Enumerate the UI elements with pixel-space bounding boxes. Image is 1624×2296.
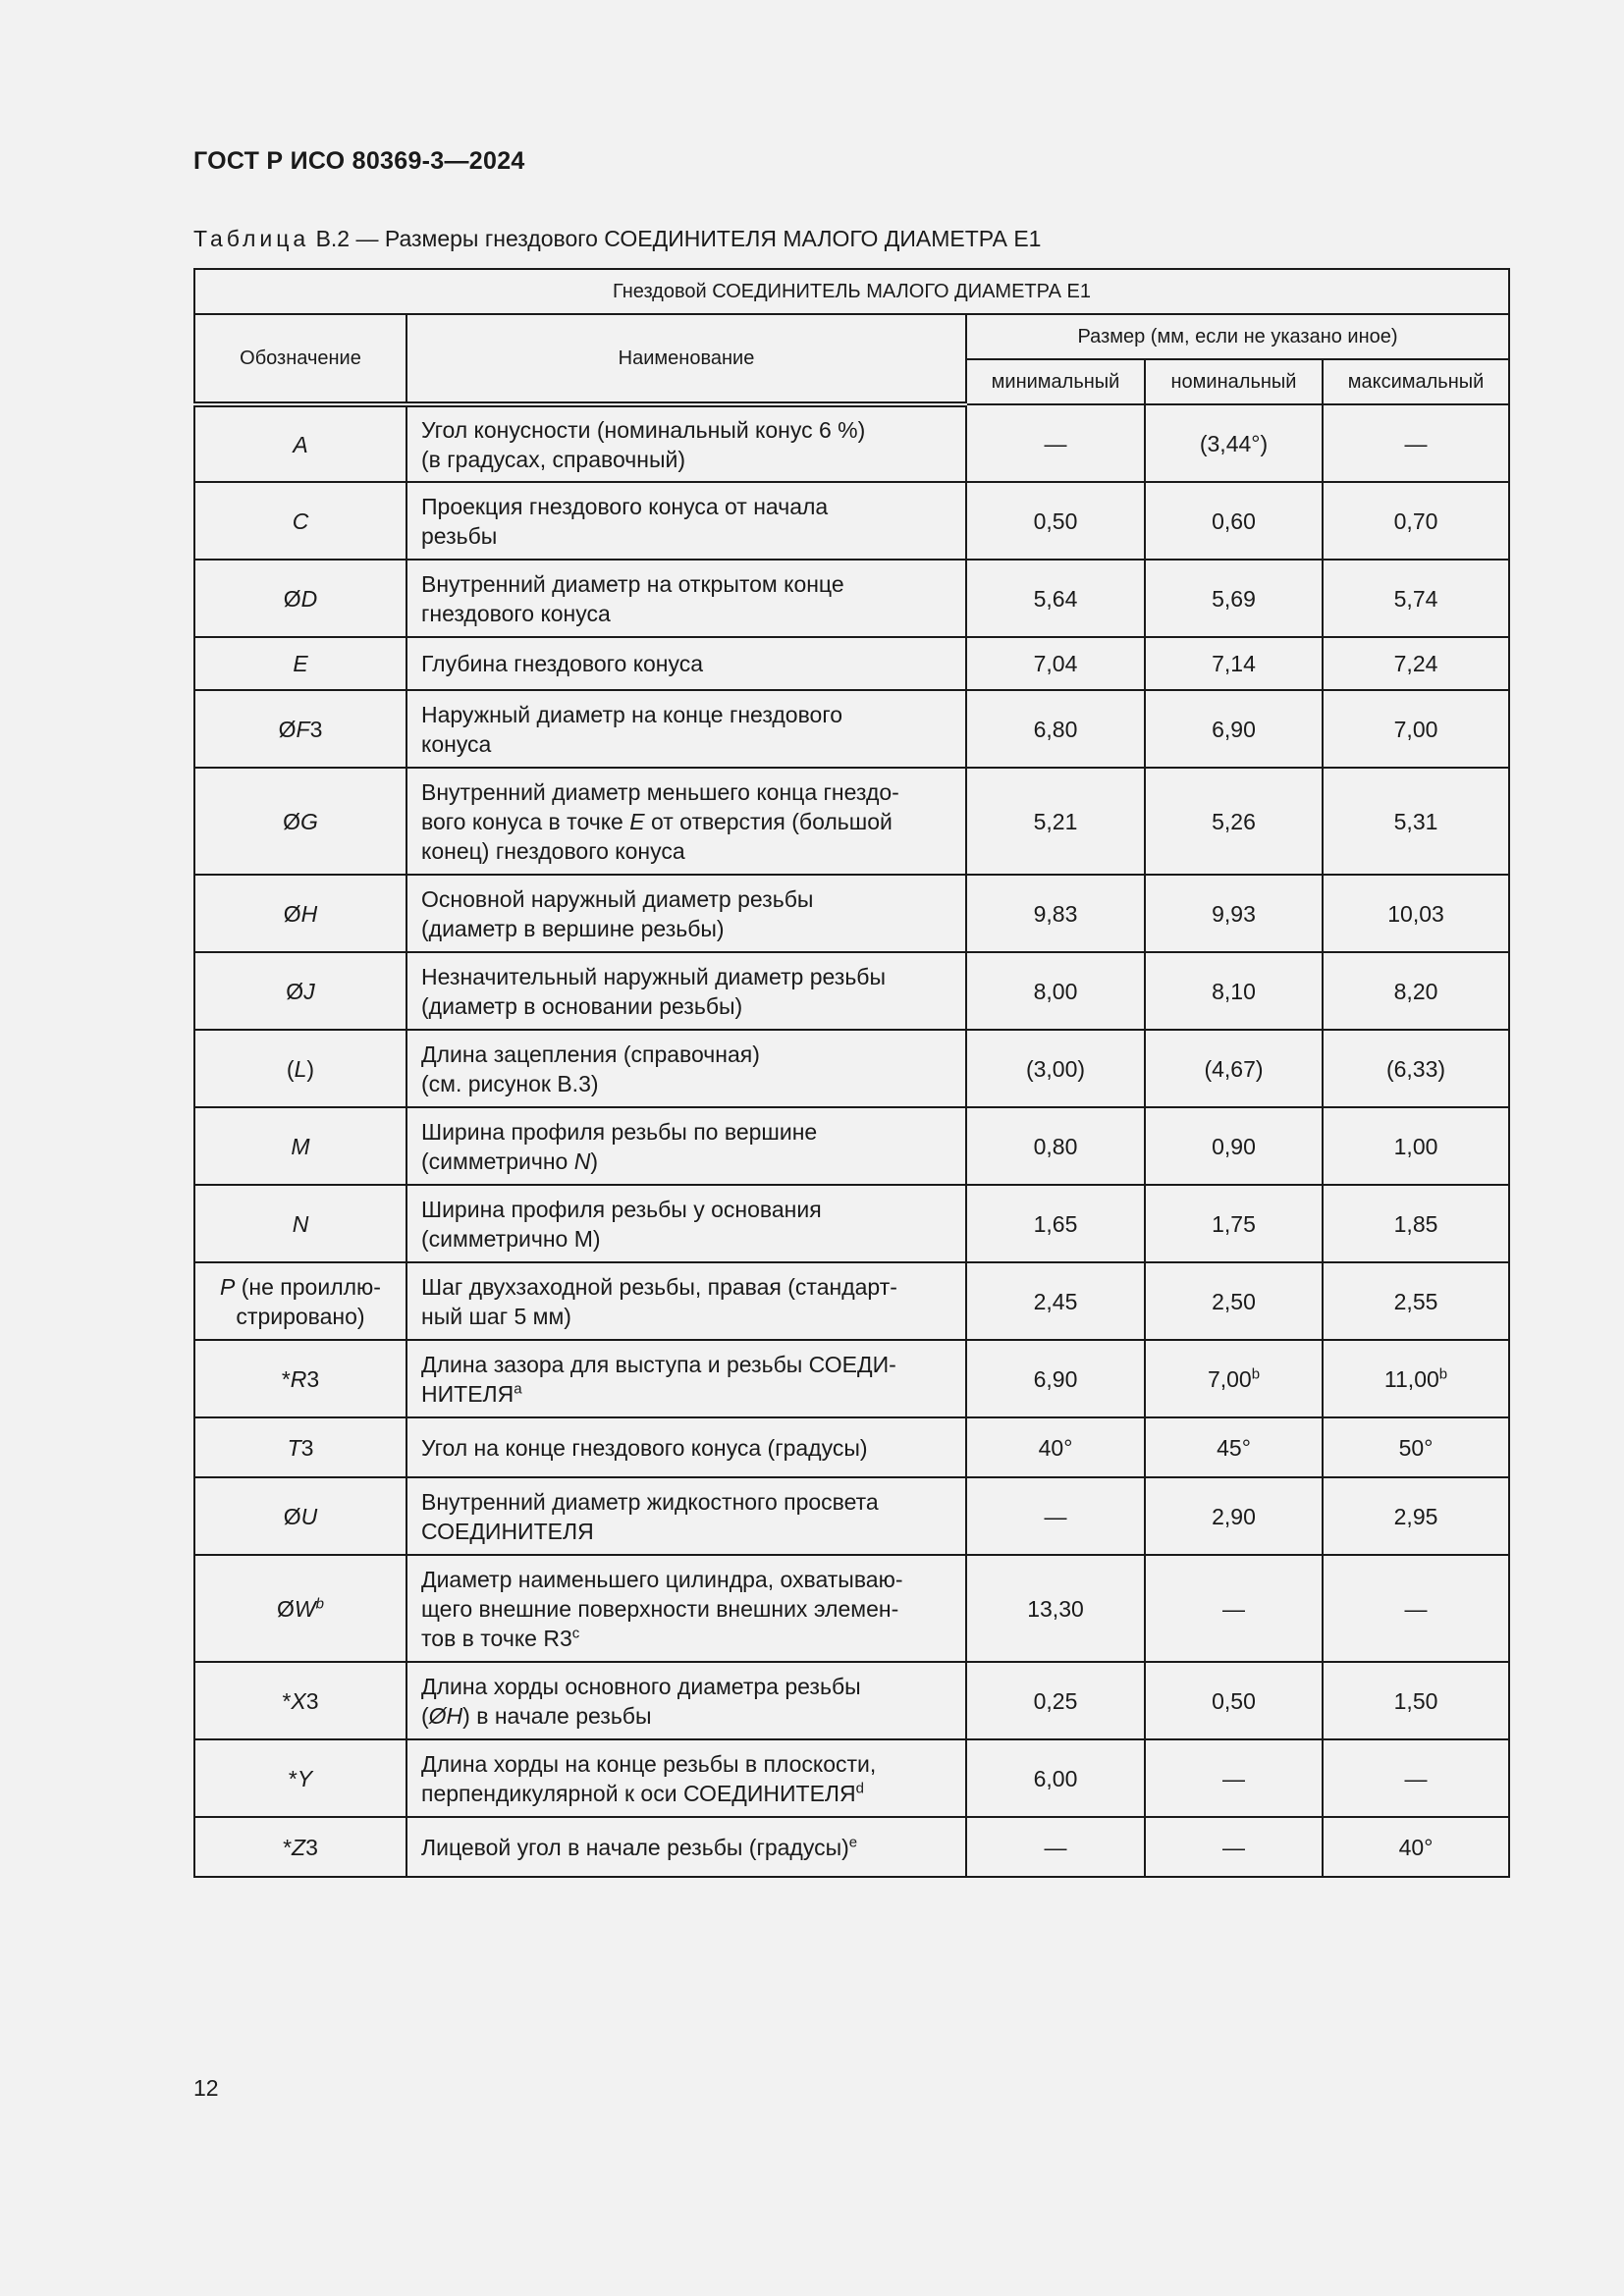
value-text: —: [1044, 1834, 1067, 1860]
table-row: [194, 1107, 1509, 1185]
value-text: 9,83: [1033, 900, 1078, 927]
value-footnote: b: [1438, 1364, 1448, 1382]
col-header-max: максимальный: [1323, 359, 1509, 404]
nominal-value-cell: [1145, 952, 1323, 1030]
value-text: 2,50: [1212, 1288, 1256, 1314]
name-line: конуса: [421, 730, 492, 757]
col-header-nom: номинальный: [1145, 359, 1323, 404]
name-line: Основной наружный диаметр резьбы: [421, 885, 814, 912]
designation-symbol: X: [291, 1687, 306, 1714]
designation-prefix: Ø: [277, 1595, 295, 1622]
value-text: 7,14: [1212, 651, 1256, 676]
designation-cell: [194, 1817, 406, 1877]
name-cell: [406, 1739, 966, 1817]
designation-cell: [194, 482, 406, 560]
designation-prefix: Ø: [286, 978, 304, 1004]
name-cell: [406, 1262, 966, 1340]
max-value-cell: [1323, 1262, 1509, 1340]
name-line: ный шаг 5 мм): [421, 1303, 571, 1329]
designation-suffix: 3: [305, 1834, 318, 1860]
value-text: 9,93: [1212, 900, 1256, 927]
name-cell: [406, 404, 966, 482]
designation-suffix: ): [306, 1055, 315, 1082]
table-row: [194, 637, 1509, 690]
max-value-cell: [1323, 1555, 1509, 1662]
table-title: Гнездовой СОЕДИНИТЕЛЬ МАЛОГО ДИАМЕТРА E1: [194, 269, 1509, 314]
name-footnote: d: [855, 1779, 864, 1796]
name-cell: [406, 1417, 966, 1477]
name-cell: [406, 768, 966, 875]
value-text: (4,67): [1204, 1055, 1264, 1082]
col-header-name: Наименование: [406, 314, 966, 404]
name-footnote: c: [571, 1624, 580, 1641]
name-line: Лицевой угол в начале резьбы (градусы): [421, 1834, 849, 1860]
name-line: Длина зацепления (справочная): [421, 1041, 760, 1067]
max-value-cell: [1323, 1662, 1509, 1739]
value-text: 5,69: [1212, 585, 1256, 612]
value-text: 0,60: [1212, 507, 1256, 534]
table-caption: [193, 226, 1041, 252]
value-text: —: [1404, 430, 1428, 456]
name-line: Угол конусности (номинальный конус 6 %): [421, 416, 866, 443]
table-row: [194, 1739, 1509, 1817]
designation-cell: [194, 1185, 406, 1262]
name-line: Диаметр наименьшего цилиндра, охватываю-: [421, 1566, 903, 1592]
table-row: [194, 952, 1509, 1030]
value-text: 13,30: [1027, 1595, 1084, 1622]
max-value-cell: [1323, 1417, 1509, 1477]
name-line: гнездового конуса: [421, 600, 611, 626]
name-line: Длина зазора для выступа и резьбы СОЕДИ-: [421, 1351, 896, 1377]
designation-symbol: U: [300, 1503, 318, 1529]
value-text: 8,20: [1393, 978, 1438, 1004]
max-value-cell: [1323, 482, 1509, 560]
designation-symbol: G: [300, 808, 318, 834]
name-line: щего внешние поверхности внешних элемен-: [421, 1595, 899, 1622]
designation-prefix: *: [281, 1365, 291, 1392]
designation-cell: [194, 768, 406, 875]
max-value-cell: [1323, 1477, 1509, 1555]
designation-symbol: C: [292, 507, 309, 534]
max-value-cell: [1323, 690, 1509, 768]
designation-prefix: *: [282, 1687, 292, 1714]
name-line: Угол на конце гнездового конуса (градусы): [421, 1434, 868, 1461]
nominal-value-cell: [1145, 560, 1323, 637]
name-line: Внутренний диаметр жидкостного просвета: [421, 1488, 879, 1515]
min-value-cell: [966, 482, 1145, 560]
name-line: перпендикулярной к оси СОЕДИНИТЕЛЯ: [421, 1780, 856, 1806]
name-cell: [406, 1185, 966, 1262]
name-line: Шаг двухзаходной резьбы, правая (стандарт-: [421, 1273, 897, 1300]
value-text: 5,64: [1033, 585, 1078, 612]
max-value-cell: [1323, 952, 1509, 1030]
value-text: 1,85: [1393, 1210, 1438, 1237]
name-line: тов в точке R3: [421, 1625, 572, 1651]
value-text: —: [1222, 1765, 1245, 1791]
min-value-cell: [966, 1340, 1145, 1417]
page-number: 12: [193, 2075, 219, 2101]
designation-symbol: F: [296, 716, 310, 742]
designation-prefix: (: [286, 1055, 295, 1082]
value-text: 10,03: [1387, 900, 1444, 927]
value-footnote: b: [1251, 1364, 1261, 1382]
value-text: 5,74: [1393, 585, 1438, 612]
name-line: вого конуса в точке: [421, 808, 630, 834]
name-cell: [406, 482, 966, 560]
designation-suffix: (не проиллю-: [235, 1273, 381, 1300]
name-line: СОЕДИНИТЕЛЯ: [421, 1518, 594, 1544]
name-cell: [406, 690, 966, 768]
max-value-cell: [1323, 637, 1509, 690]
name-line: (см. рисунок В.3): [421, 1070, 599, 1096]
designation-symbol: D: [300, 585, 318, 612]
max-value-cell: [1323, 560, 1509, 637]
designation-cell: [194, 1662, 406, 1739]
table-row: [194, 1262, 1509, 1340]
designation-symbol: J: [303, 978, 315, 1004]
min-value-cell: [966, 1185, 1145, 1262]
value-text: 0,50: [1212, 1687, 1256, 1714]
nominal-value-cell: [1145, 875, 1323, 952]
name-cell: [406, 1817, 966, 1877]
name-cell: [406, 1340, 966, 1417]
value-text: 5,31: [1393, 808, 1438, 834]
designation-cell: [194, 404, 406, 482]
table-row: [194, 690, 1509, 768]
value-text: 8,10: [1212, 978, 1256, 1004]
designation-cell: [194, 875, 406, 952]
value-text: 0,50: [1033, 507, 1078, 534]
col-header-min: минимальный: [966, 359, 1145, 404]
value-text: 8,00: [1033, 978, 1078, 1004]
nominal-value-cell: [1145, 1662, 1323, 1739]
name-cell: [406, 1030, 966, 1107]
value-text: —: [1222, 1834, 1245, 1860]
table-row: [194, 1030, 1509, 1107]
caption-prefix: Таблица: [193, 226, 310, 251]
designation-suffix: стрировано): [236, 1303, 365, 1329]
value-text: 6,00: [1033, 1765, 1078, 1791]
col-header-size: Размер (мм, если не указано иное): [966, 314, 1509, 359]
value-text: 1,50: [1393, 1687, 1438, 1714]
min-value-cell: [966, 875, 1145, 952]
value-text: 45°: [1217, 1434, 1251, 1461]
designation-symbol: W: [294, 1595, 316, 1622]
value-text: —: [1044, 1503, 1067, 1529]
designation-footnote: b: [315, 1594, 324, 1612]
nominal-value-cell: [1145, 1739, 1323, 1817]
name-line: Ширина профиля резьбы по вершине: [421, 1118, 818, 1145]
max-value-cell: [1323, 1107, 1509, 1185]
designation-symbol: E: [293, 651, 308, 676]
name-line: Ширина профиля резьбы у основания: [421, 1196, 822, 1222]
designation-symbol: T: [287, 1434, 301, 1461]
value-text: 1,75: [1212, 1210, 1256, 1237]
value-text: 5,26: [1212, 808, 1256, 834]
value-text: (6,33): [1385, 1055, 1446, 1082]
max-value-cell: [1323, 1340, 1509, 1417]
nominal-value-cell: [1145, 637, 1323, 690]
name-line: (диаметр в основании резьбы): [421, 992, 743, 1019]
value-text: 2,95: [1393, 1503, 1438, 1529]
max-value-cell: [1323, 1817, 1509, 1877]
nominal-value-cell: [1145, 1817, 1323, 1877]
designation-prefix: *: [283, 1834, 293, 1860]
dimensions-table: [193, 268, 1510, 1878]
name-cell: [406, 1555, 966, 1662]
nominal-value-cell: [1145, 1107, 1323, 1185]
designation-cell: [194, 952, 406, 1030]
designation-cell: [194, 1107, 406, 1185]
name-line: резьбы: [421, 522, 498, 549]
name-cell: [406, 952, 966, 1030]
designation-symbol: N: [292, 1210, 309, 1237]
min-value-cell: [966, 1662, 1145, 1739]
name-line: Внутренний диаметр меньшего конца гнездо-: [421, 778, 899, 805]
min-value-cell: [966, 1107, 1145, 1185]
designation-symbol: M: [291, 1133, 310, 1159]
table-row: [194, 1185, 1509, 1262]
name-line: Длина хорды на конце резьбы в плоскости,: [421, 1750, 877, 1777]
max-value-cell: [1323, 1185, 1509, 1262]
designation-prefix: Ø: [283, 1503, 301, 1529]
value-text: 6,80: [1033, 716, 1078, 742]
designation-suffix: 3: [305, 1687, 319, 1714]
value-text: (3,44°): [1199, 430, 1269, 456]
min-value-cell: [966, 560, 1145, 637]
name-cell: [406, 637, 966, 690]
value-text: 0,90: [1212, 1133, 1256, 1159]
designation-suffix: 3: [309, 716, 323, 742]
designation-symbol: Z: [292, 1834, 306, 1860]
table-row: [194, 1662, 1509, 1739]
value-text: 0,70: [1393, 507, 1438, 534]
nominal-value-cell: [1145, 1262, 1323, 1340]
min-value-cell: [966, 1262, 1145, 1340]
nominal-value-cell: [1145, 1340, 1323, 1417]
designation-cell: [194, 690, 406, 768]
value-text: 40°: [1398, 1834, 1434, 1860]
designation-cell: [194, 1030, 406, 1107]
designation-cell: [194, 1739, 406, 1817]
table-row: [194, 404, 1509, 482]
nominal-value-cell: [1145, 1030, 1323, 1107]
name-line: Наружный диаметр на конце гнездового: [421, 701, 843, 727]
standard-header: ГОСТ Р ИСО 80369-3—2024: [193, 147, 525, 175]
table-row: [194, 875, 1509, 952]
name-cell: [406, 1477, 966, 1555]
name-line: НИТЕЛЯ: [421, 1380, 514, 1407]
designation-symbol: Y: [297, 1765, 313, 1791]
designation-cell: [194, 560, 406, 637]
value-text: 0,80: [1033, 1133, 1078, 1159]
min-value-cell: [966, 1555, 1145, 1662]
max-value-cell: [1323, 875, 1509, 952]
name-line: Внутренний диаметр на открытом конце: [421, 570, 844, 597]
min-value-cell: [966, 1817, 1145, 1877]
max-value-cell: [1323, 768, 1509, 875]
max-value-cell: [1323, 1030, 1509, 1107]
name-footnote: e: [848, 1833, 858, 1850]
nominal-value-cell: [1145, 1555, 1323, 1662]
value-text: 7,00: [1393, 716, 1438, 742]
designation-cell: [194, 1555, 406, 1662]
nominal-value-cell: [1145, 1417, 1323, 1477]
designation-symbol: L: [294, 1055, 307, 1082]
min-value-cell: [966, 1739, 1145, 1817]
name-line: Незначительный наружный диаметр резьбы: [421, 963, 887, 989]
max-value-cell: [1323, 404, 1509, 482]
designation-symbol: H: [300, 900, 318, 927]
min-value-cell: [966, 1477, 1145, 1555]
caption-text: В.2 — Размеры гнездового СОЕДИНИТЕЛЯ МАЛОГО ДИАМЕТРА E1: [309, 226, 1042, 251]
designation-prefix: Ø: [283, 808, 300, 834]
name-line: (диаметр в вершине резьбы): [421, 915, 725, 941]
name-symbol: ØH: [428, 1702, 463, 1729]
nominal-value-cell: [1145, 690, 1323, 768]
nominal-value-cell: [1145, 482, 1323, 560]
name-cell: [406, 560, 966, 637]
name-symbol: N: [573, 1148, 591, 1174]
max-value-cell: [1323, 1739, 1509, 1817]
table-row: [194, 1555, 1509, 1662]
designation-prefix: Ø: [283, 585, 301, 612]
designation-suffix: 3: [300, 1434, 314, 1461]
designation-prefix: Ø: [278, 716, 297, 742]
value-text: 2,90: [1212, 1503, 1256, 1529]
name-line: (в градусах, справочный): [421, 446, 685, 472]
name-cell: [406, 875, 966, 952]
designation-symbol: P: [220, 1273, 236, 1300]
name-line: Глубина гнездового конуса: [421, 651, 704, 676]
min-value-cell: [966, 404, 1145, 482]
designation-cell: [194, 1262, 406, 1340]
min-value-cell: [966, 690, 1145, 768]
table-row: [194, 1477, 1509, 1555]
min-value-cell: [966, 952, 1145, 1030]
value-text: 1,00: [1393, 1133, 1438, 1159]
value-text: 5,21: [1033, 808, 1078, 834]
name-footnote: a: [514, 1379, 522, 1397]
col-header-designation: Обозначение: [194, 314, 406, 404]
value-text: (3,00): [1025, 1055, 1086, 1082]
designation-symbol: R: [290, 1365, 307, 1392]
value-text: 1,65: [1033, 1210, 1078, 1237]
value-text: 11,00: [1383, 1365, 1439, 1392]
name-line: конец) гнездового конуса: [421, 837, 685, 864]
min-value-cell: [966, 1030, 1145, 1107]
value-text: 7,04: [1033, 651, 1078, 676]
nominal-value-cell: [1145, 404, 1323, 482]
name-cell: [406, 1662, 966, 1739]
designation-prefix: Ø: [283, 900, 301, 927]
name-line: (: [421, 1702, 429, 1729]
table-row: [194, 1340, 1509, 1417]
name-line: (симметрично M): [421, 1225, 601, 1252]
value-text: 40°: [1038, 1434, 1073, 1461]
designation-prefix: *: [288, 1765, 298, 1791]
name-symbol: E: [629, 808, 645, 834]
table-row: [194, 1417, 1509, 1477]
designation-suffix: 3: [306, 1365, 320, 1392]
designation-cell: [194, 1477, 406, 1555]
name-line: Проекция гнездового конуса от начала: [421, 493, 829, 519]
value-text: —: [1404, 1595, 1428, 1622]
nominal-value-cell: [1145, 1185, 1323, 1262]
value-text: 6,90: [1212, 716, 1256, 742]
min-value-cell: [966, 1417, 1145, 1477]
designation-cell: [194, 637, 406, 690]
name-line: (симметрично: [421, 1148, 574, 1174]
value-text: 7,24: [1393, 651, 1438, 676]
value-text: 2,45: [1033, 1288, 1078, 1314]
value-text: —: [1222, 1595, 1245, 1622]
designation-cell: [194, 1340, 406, 1417]
nominal-value-cell: [1145, 768, 1323, 875]
table-row: [194, 482, 1509, 560]
table-row: [194, 560, 1509, 637]
min-value-cell: [966, 768, 1145, 875]
name-line: ): [590, 1148, 598, 1174]
table-row: [194, 1817, 1509, 1877]
designation-symbol: A: [293, 431, 308, 457]
value-text: 6,90: [1033, 1365, 1078, 1392]
name-cell: [406, 1107, 966, 1185]
nominal-value-cell: [1145, 1477, 1323, 1555]
name-line: от отверстия (большой: [644, 808, 893, 834]
name-line: ) в начале резьбы: [462, 1702, 652, 1729]
value-text: 0,25: [1033, 1687, 1078, 1714]
value-text: 2,55: [1393, 1288, 1438, 1314]
name-line: Длина хорды основного диаметра резьбы: [421, 1673, 861, 1699]
table-row: [194, 768, 1509, 875]
designation-cell: [194, 1417, 406, 1477]
table-body: [194, 404, 1509, 1877]
value-text: 7,00: [1207, 1365, 1252, 1392]
value-text: —: [1044, 430, 1067, 456]
value-text: —: [1404, 1765, 1428, 1791]
value-text: 50°: [1398, 1434, 1434, 1461]
min-value-cell: [966, 637, 1145, 690]
